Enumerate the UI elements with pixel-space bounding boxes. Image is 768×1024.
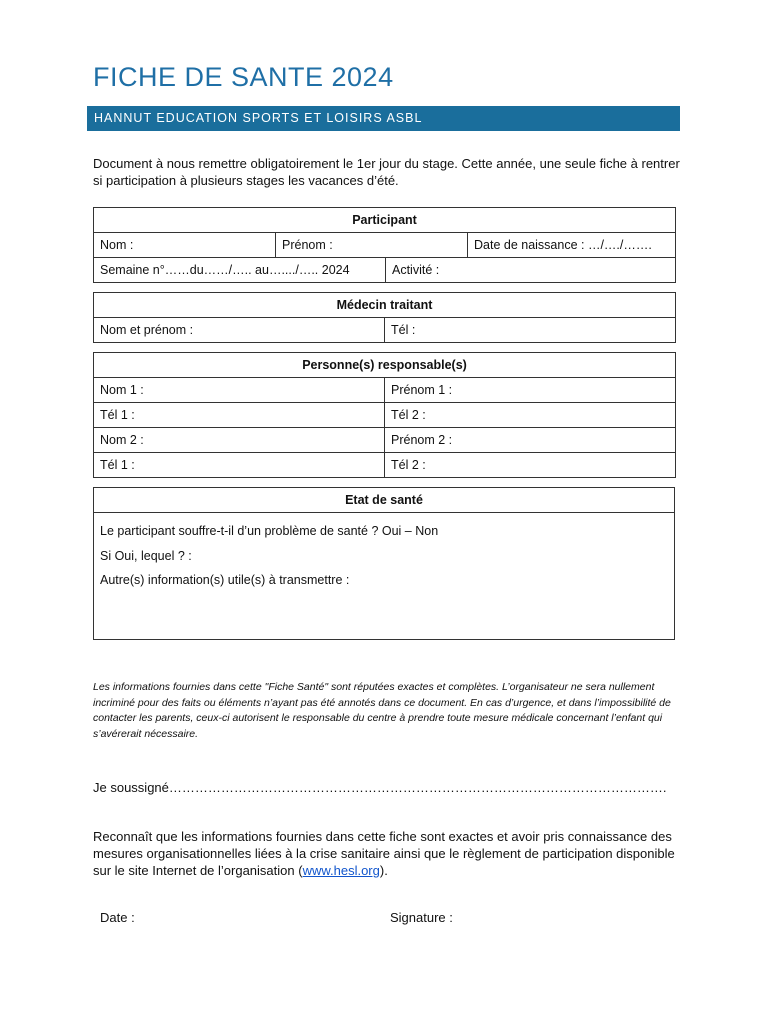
participant-activite-field[interactable]: Activité : [386, 258, 676, 283]
organization-banner: HANNUT EDUCATION SPORTS ET LOISIRS ASBL [87, 106, 680, 131]
sante-question: Le participant souffre-t-il d’un problème de santé ? Oui – Non [100, 524, 439, 538]
medecin-tel-field[interactable]: Tél : [385, 318, 676, 343]
sante-section [93, 487, 675, 640]
medecin-heading: Médecin traitant [94, 293, 676, 318]
sante-autres-infos: Autre(s) information(s) utile(s) à transmettre : [100, 573, 350, 587]
participant-birthdate-field[interactable]: Date de naissance : …/…./……. [468, 233, 676, 258]
responsable-prenom2-field[interactable]: Prénom 2 : [385, 428, 676, 453]
date-label: Date : [100, 910, 135, 925]
participant-prenom-field[interactable]: Prénom : [276, 233, 468, 258]
responsable-nom2-field[interactable]: Nom 2 : [94, 428, 385, 453]
participant-section [93, 207, 676, 283]
responsable-tel2-field[interactable]: Tél 2 : [385, 403, 676, 428]
disclaimer-text: Les informations fournies dans cette "Fiche Santé" sont réputées exactes et complètes. L’organisateur ne sera nullement incriminé pour des faits ou éléments n’ayant pas été annotés dans ce document. En cas d’urgence, et dans l’impossibilité de contacter les parents, ceux-ci autorisent le responsable du centre à prendre toute mesure médicale concernant l’enfant qui s’avérerait nécessaire. [93, 681, 671, 740]
recognition-text: Reconnaît que les informations fournies dans cette fiche sont exactes et avoir pris connaissance des mesures organisationnelles liées à la crise sanitaire ainsi que le règlement de participation disponible sur le site Internet de l’organisation ( [93, 829, 675, 878]
responsable-nom1-field[interactable]: Nom 1 : [94, 378, 385, 403]
intro-paragraph: Document à nous remettre obligatoirement le 1er jour du stage. Cette année, une seule fiche à rentrer si participation à plusieurs stages les vacances d’été. [93, 156, 680, 188]
medecin-nom-field[interactable]: Nom et prénom : [94, 318, 385, 343]
recognition-paragraph [93, 828, 683, 879]
responsable-prenom1-field[interactable]: Prénom 1 : [385, 378, 676, 403]
sante-heading: Etat de santé [94, 488, 675, 513]
website-link[interactable]: www.hesl.org [302, 863, 380, 878]
responsable2-tel1-field[interactable]: Tél 1 : [94, 453, 385, 478]
sante-body[interactable] [94, 513, 675, 640]
form-title: FICHE DE SANTE 2024 [93, 62, 394, 92]
medecin-section [93, 292, 676, 343]
responsables-heading: Personne(s) responsable(s) [94, 353, 676, 378]
participant-heading: Participant [94, 208, 676, 233]
signature-label: Signature : [390, 910, 453, 925]
participant-nom-field[interactable]: Nom : [94, 233, 276, 258]
soussigne-line[interactable]: Je soussigné……………………………………………………………………………………………………. [93, 780, 667, 795]
recognition-text-end: ). [379, 863, 388, 878]
responsable-tel1-field[interactable]: Tél 1 : [94, 403, 385, 428]
responsable2-tel2-field[interactable]: Tél 2 : [385, 453, 676, 478]
responsables-section [93, 352, 676, 478]
participant-semaine-field[interactable]: Semaine n°……du……/….. au…..../….. 2024 [94, 258, 386, 283]
sante-lequel: Si Oui, lequel ? : [100, 548, 192, 563]
